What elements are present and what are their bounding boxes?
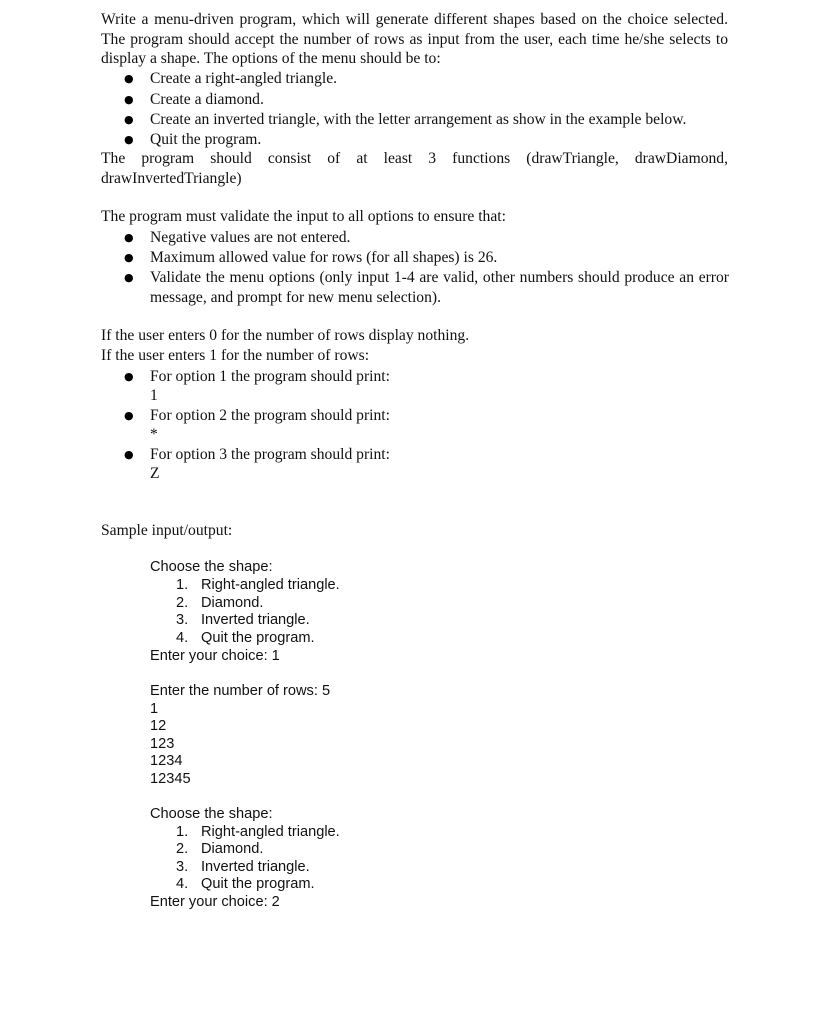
intro-paragraph: Write a menu-driven program, which will generate different shapes based on the choice selected. The program should accept the number of rows as input from the user, each time he/she selects to display a shape. The options of the menu should be to: [101,11,728,67]
case-label: For option 3 the program should print: [150,446,390,463]
output-line: 1 [150,701,159,717]
bullet-icon: ● [124,231,134,244]
menu-prompt: Choose the shape: [150,559,273,575]
menu-number: 3. [176,612,189,628]
option-item: Create a diamond. [150,91,264,108]
bullet-icon: ● [124,251,134,264]
rows-prompt: Enter the number of rows: 5 [150,683,331,699]
validation-item: Validate the menu options (only input 1-4 are valid, other numbers should produce an error message, and prompt for new menu selection). [150,269,729,306]
sample-heading: Sample input/output: [101,522,233,539]
bullet-icon: ● [124,133,134,146]
menu-item: Diamond. [201,595,264,611]
validation-item: Maximum allowed value for rows (for all shapes) is 26. [150,249,498,266]
one-row-text: If the user enters 1 for the number of rows: [101,347,370,364]
menu-item: Right-angled triangle. [201,577,340,593]
case-label: For option 2 the program should print: [150,407,390,424]
option-item: Quit the program. [150,131,262,148]
case-output: Z [150,465,160,482]
case-output: * [150,426,158,443]
case-output: 1 [150,387,158,404]
menu-number: 2. [176,595,189,611]
menu-number: 2. [176,841,189,857]
bullet-icon: ● [124,271,134,284]
bullet-icon: ● [124,113,134,126]
menu-item: Diamond. [201,841,264,857]
bullet-icon: ● [124,72,134,85]
menu-number: 3. [176,859,189,875]
bullet-icon: ● [124,370,134,383]
output-line: 12345 [150,771,191,787]
choice-line: Enter your choice: 2 [150,894,280,910]
menu-prompt: Choose the shape: [150,806,273,822]
menu-item: Quit the program. [201,630,315,646]
output-line: 1234 [150,753,183,769]
zero-rows-text: If the user enters 0 for the number of rows display nothing. [101,327,470,344]
output-line: 12 [150,718,167,734]
functions-paragraph: The program should consist of at least 3 functions (drawTriangle, drawDiamond, drawInvertedTriangle) [101,150,728,187]
option-item: Create an inverted triangle, with the letter arrangement as show in the example below. [150,111,687,128]
bullet-icon: ● [124,409,134,422]
menu-number: 1. [176,824,189,840]
menu-item: Inverted triangle. [201,612,310,628]
case-label: For option 1 the program should print: [150,368,390,385]
menu-item: Right-angled triangle. [201,824,340,840]
menu-number: 4. [176,876,189,892]
bullet-icon: ● [124,93,134,106]
option-item: Create a right-angled triangle. [150,70,338,87]
menu-item: Inverted triangle. [201,859,310,875]
menu-number: 1. [176,577,189,593]
validation-intro: The program must validate the input to all options to ensure that: [101,208,506,225]
choice-line: Enter your choice: 1 [150,648,280,664]
validation-item: Negative values are not entered. [150,229,351,246]
menu-number: 4. [176,630,189,646]
bullet-icon: ● [124,448,134,461]
menu-item: Quit the program. [201,876,315,892]
output-line: 123 [150,736,175,752]
